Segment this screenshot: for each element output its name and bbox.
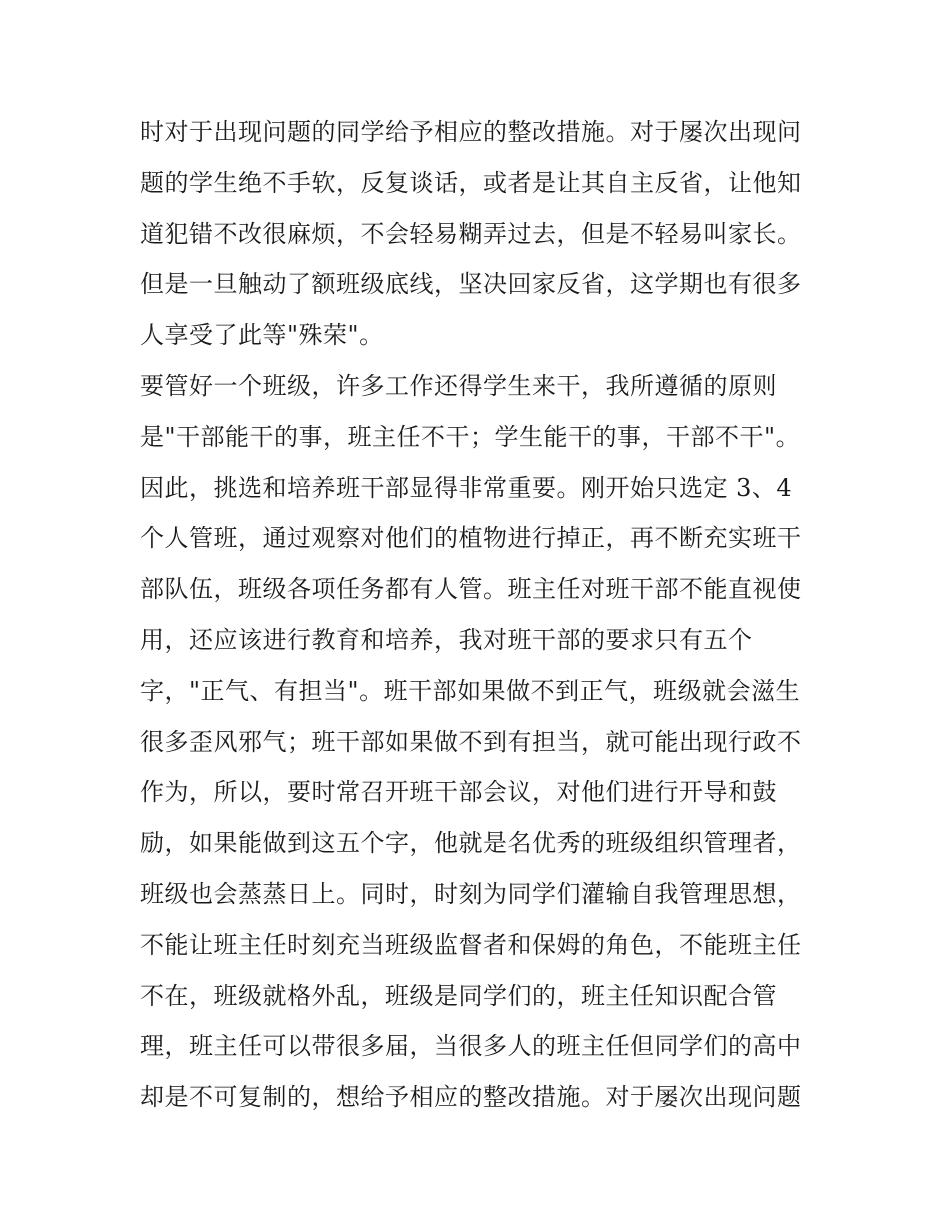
text-line: 个人管班，通过观察对他们的植物进行掉正，再不断充实班干 (140, 524, 802, 553)
body-text (140, 107, 820, 1123)
text-line: 时对于出现问题的同学给予相应的整改措施。对于屡次出现问 (140, 118, 802, 146)
text-line: 理，班主任可以带很多届，当很多人的班主任但同学们的高中 (140, 1032, 802, 1061)
text-line: 班级也会蒸蒸日上。同时，时刻为同学们灌输自我管理思想， (140, 879, 802, 908)
text-line: 很多歪风邪气；班干部如果做不到有担当，就可能出现行政不 (140, 727, 802, 756)
text-line: 要管好一个班级，许多工作还得学生来干，我所遵循的原则 (140, 371, 777, 400)
text-line: 部队伍，班级各项任务都有人管。班主任对班干部不能直视使 (140, 575, 802, 604)
text-line: 却是不可复制的，想给予相应的整改措施。对于屡次出现问题 (140, 1083, 802, 1112)
text-line: 不能让班主任时刻充当班级监督者和保姆的角色，不能班主任 (140, 930, 802, 959)
text-line: 是"干部能干的事，班主任不干；学生能干的事，干部不干"。 (140, 422, 801, 451)
text-line: 作为，所以，要时常召开班干部会议，对他们进行开导和鼓 (140, 778, 777, 807)
text-line: 不在，班级就格外乱，班级是同学们的，班主任知识配合管 (140, 981, 777, 1010)
text-line: 人享受了此等"殊荣"。 (140, 321, 384, 350)
text-line: 字，"正气、有担当"。班干部如果做不到正气，班级就会滋生 (140, 676, 801, 705)
text-line: 题的学生绝不手软，反复谈话，或者是让其自主反省，让他知 (140, 168, 802, 197)
text-line: 道犯错不改很麻烦，不会轻易糊弄过去，但是不轻易叫家长。 (140, 219, 802, 248)
text-line: 但是一旦触动了额班级底线，坚决回家反省，这学期也有很多 (140, 270, 802, 299)
text-line: 用，还应该进行教育和培养，我对班干部的要求只有五个 (140, 625, 753, 654)
text-line: 励，如果能做到这五个字，他就是名优秀的班级组织管理者， (140, 829, 802, 858)
text-line: 因此，挑选和培养班干部显得非常重要。刚开始只选定 3、4 (140, 473, 793, 502)
